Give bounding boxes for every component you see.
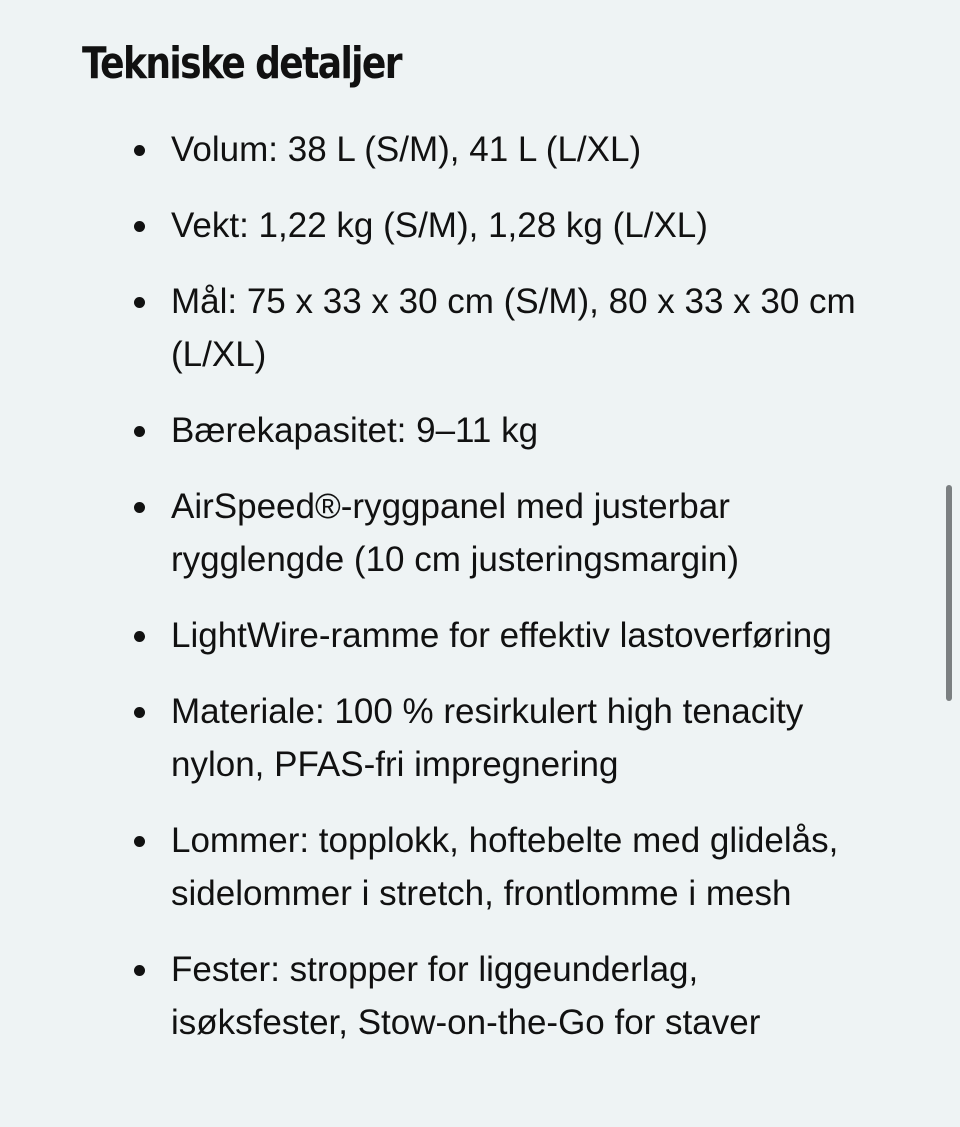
bullet-icon (134, 707, 145, 718)
bullet-icon (134, 145, 145, 156)
bullet-icon (134, 426, 145, 437)
list-item (0, 814, 960, 920)
spec-weight: Vekt: 1,22 kg (S/M), 1,28 kg (L/XL) (171, 206, 708, 245)
spec-pockets: Lommer: topplokk, hoftebelte med glidelås, sidelommer i stretch, frontlomme i mesh (171, 821, 839, 913)
section-title: Tekniske detaljer (82, 38, 401, 89)
scrollbar-thumb[interactable] (946, 485, 952, 701)
spec-list (0, 123, 960, 1072)
list-item (0, 123, 960, 176)
bullet-icon (134, 631, 145, 642)
list-item (0, 609, 960, 662)
bullet-icon (134, 221, 145, 232)
list-item (0, 685, 960, 791)
spec-back-panel: AirSpeed®-ryggpanel med justerbar rygglengde (10 cm justeringsmargin) (171, 487, 740, 579)
spec-material: Materiale: 100 % resirkulert high tenacity nylon, PFAS-fri impregnering (171, 692, 804, 784)
list-item (0, 404, 960, 457)
bullet-icon (134, 965, 145, 976)
bullet-icon (134, 502, 145, 513)
spec-dimensions: Mål: 75 x 33 x 30 cm (S/M), 80 x 33 x 30 cm (L/XL) (171, 282, 856, 374)
spec-load-capacity: Bærekapasitet: 9–11 kg (171, 411, 539, 450)
spec-frame: LightWire-ramme for effektiv lastoverføring (171, 616, 832, 655)
spec-volume: Volum: 38 L (S/M), 41 L (L/XL) (171, 130, 642, 169)
list-item (0, 480, 960, 586)
list-item (0, 199, 960, 252)
list-item (0, 943, 960, 1049)
bullet-icon (134, 836, 145, 847)
bullet-icon (134, 297, 145, 308)
spec-attachments: Fester: stropper for liggeunderlag, isøksfester, Stow-on-the-Go for staver (171, 950, 761, 1042)
list-item (0, 275, 960, 381)
